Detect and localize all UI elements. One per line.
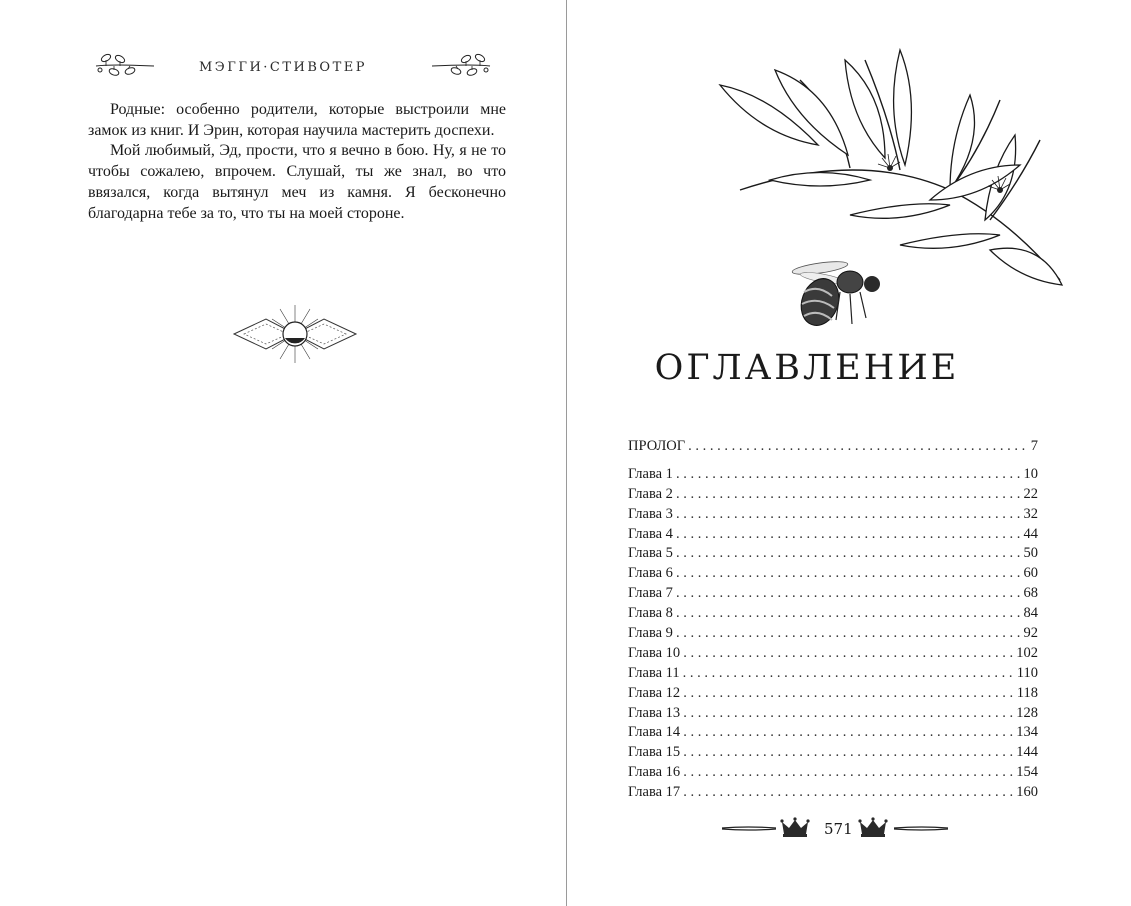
toc-entry[interactable] xyxy=(628,564,1038,584)
toc-page: 134 xyxy=(1016,724,1038,741)
paragraph: Родные: особенно родители, которые выстроили мне замок из книг. И Эрин, которая научила мастерить доспехи. xyxy=(88,101,506,139)
table-of-contents xyxy=(628,437,1038,803)
toc-page: 60 xyxy=(1023,565,1038,582)
toc-page: 22 xyxy=(1023,485,1038,502)
toc-entry[interactable] xyxy=(628,544,1038,564)
toc-page: 110 xyxy=(1016,664,1038,681)
dot-leader xyxy=(683,743,1013,763)
toc-label: Глава 5 xyxy=(628,545,673,562)
acknowledgements-text xyxy=(88,100,506,224)
floral-ornament-icon xyxy=(92,50,156,78)
toc-entry[interactable] xyxy=(628,684,1038,704)
dot-leader xyxy=(676,584,1021,604)
toc-label: Глава 14 xyxy=(628,724,681,741)
toc-entry[interactable] xyxy=(628,485,1038,505)
toc-page: 160 xyxy=(1016,784,1038,801)
dot-leader xyxy=(683,684,1014,704)
toc-entry[interactable] xyxy=(628,644,1038,664)
toc-label: Глава 8 xyxy=(628,605,673,622)
toc-entry[interactable] xyxy=(628,584,1038,604)
dot-leader xyxy=(683,704,1013,724)
toc-label: Глава 10 xyxy=(628,644,681,661)
dot-leader xyxy=(688,437,1028,457)
dot-leader xyxy=(676,544,1021,564)
toc-page: 32 xyxy=(1023,505,1038,522)
dot-leader xyxy=(676,564,1021,584)
running-head xyxy=(0,58,566,76)
branch-with-bee-illustration xyxy=(700,40,1070,340)
toc-entry[interactable] xyxy=(628,624,1038,644)
toc-label: Глава 4 xyxy=(628,525,673,542)
dot-leader xyxy=(683,723,1013,743)
toc-entry[interactable] xyxy=(628,604,1038,624)
author-name: МЭГГИ·СТИВОТЕР xyxy=(198,60,367,75)
toc-entry[interactable] xyxy=(628,783,1038,803)
toc-entry[interactable] xyxy=(628,704,1038,724)
dot-leader xyxy=(676,485,1021,505)
toc-entry[interactable] xyxy=(628,437,1038,457)
toc-title: ОГЛАВЛЕНИЕ xyxy=(654,348,960,388)
toc-label: ПРОЛОГ xyxy=(628,438,686,454)
toc-label: Глава 9 xyxy=(628,625,673,642)
dot-leader xyxy=(683,644,1013,664)
toc-label: Глава 17 xyxy=(628,784,681,801)
toc-label: Глава 2 xyxy=(628,485,673,502)
toc-page: 84 xyxy=(1023,605,1038,622)
toc-entry[interactable] xyxy=(628,763,1038,783)
toc-label: Глава 16 xyxy=(628,764,681,781)
toc-page: 102 xyxy=(1016,644,1038,661)
dot-leader xyxy=(676,624,1021,644)
toc-label: Глава 11 xyxy=(628,664,680,681)
toc-label: Глава 1 xyxy=(628,465,673,482)
toc-entry[interactable] xyxy=(628,525,1038,545)
toc-label: Глава 13 xyxy=(628,704,681,721)
dot-leader xyxy=(676,604,1021,624)
dot-leader xyxy=(683,783,1013,803)
toc-label: Глава 6 xyxy=(628,565,673,582)
toc-label: Глава 12 xyxy=(628,684,681,701)
toc-label: Глава 7 xyxy=(628,585,673,602)
toc-page: 154 xyxy=(1016,764,1038,781)
dot-leader xyxy=(676,505,1021,525)
toc-page: 92 xyxy=(1023,625,1038,642)
toc-label: Глава 15 xyxy=(628,744,681,761)
toc-page: 144 xyxy=(1016,744,1038,761)
toc-entry[interactable] xyxy=(628,723,1038,743)
dot-leader xyxy=(676,525,1021,545)
page-number: 571 xyxy=(824,820,853,838)
toc-page: 68 xyxy=(1023,585,1038,602)
toc-page: 50 xyxy=(1023,545,1038,562)
toc-entry[interactable] xyxy=(628,465,1038,485)
crown-icon xyxy=(858,817,887,837)
toc-page: 7 xyxy=(1030,438,1038,454)
toc-page: 10 xyxy=(1023,465,1038,482)
toc-entry[interactable] xyxy=(628,664,1038,684)
toc-entry[interactable] xyxy=(628,505,1038,525)
crown-icon xyxy=(780,817,809,837)
toc-label: Глава 3 xyxy=(628,505,673,522)
toc-page: 118 xyxy=(1016,684,1038,701)
dot-leader xyxy=(683,664,1014,684)
sun-ornament-icon xyxy=(230,303,360,365)
dot-leader xyxy=(683,763,1013,783)
toc-page: 128 xyxy=(1016,704,1038,721)
floral-ornament-icon xyxy=(430,50,494,78)
paragraph: Мой любимый, Эд, прости, что я вечно в бою. Ну, я не то чтобы сожалею, впрочем. Слушай, ты же знал, во что ввязался, когда вытянул меч из камня. Я бесконечно благодарна тебе за то, что ты на моей стороне. xyxy=(88,142,506,222)
toc-entry[interactable] xyxy=(628,743,1038,763)
dot-leader xyxy=(676,465,1021,485)
toc-page: 44 xyxy=(1023,525,1038,542)
